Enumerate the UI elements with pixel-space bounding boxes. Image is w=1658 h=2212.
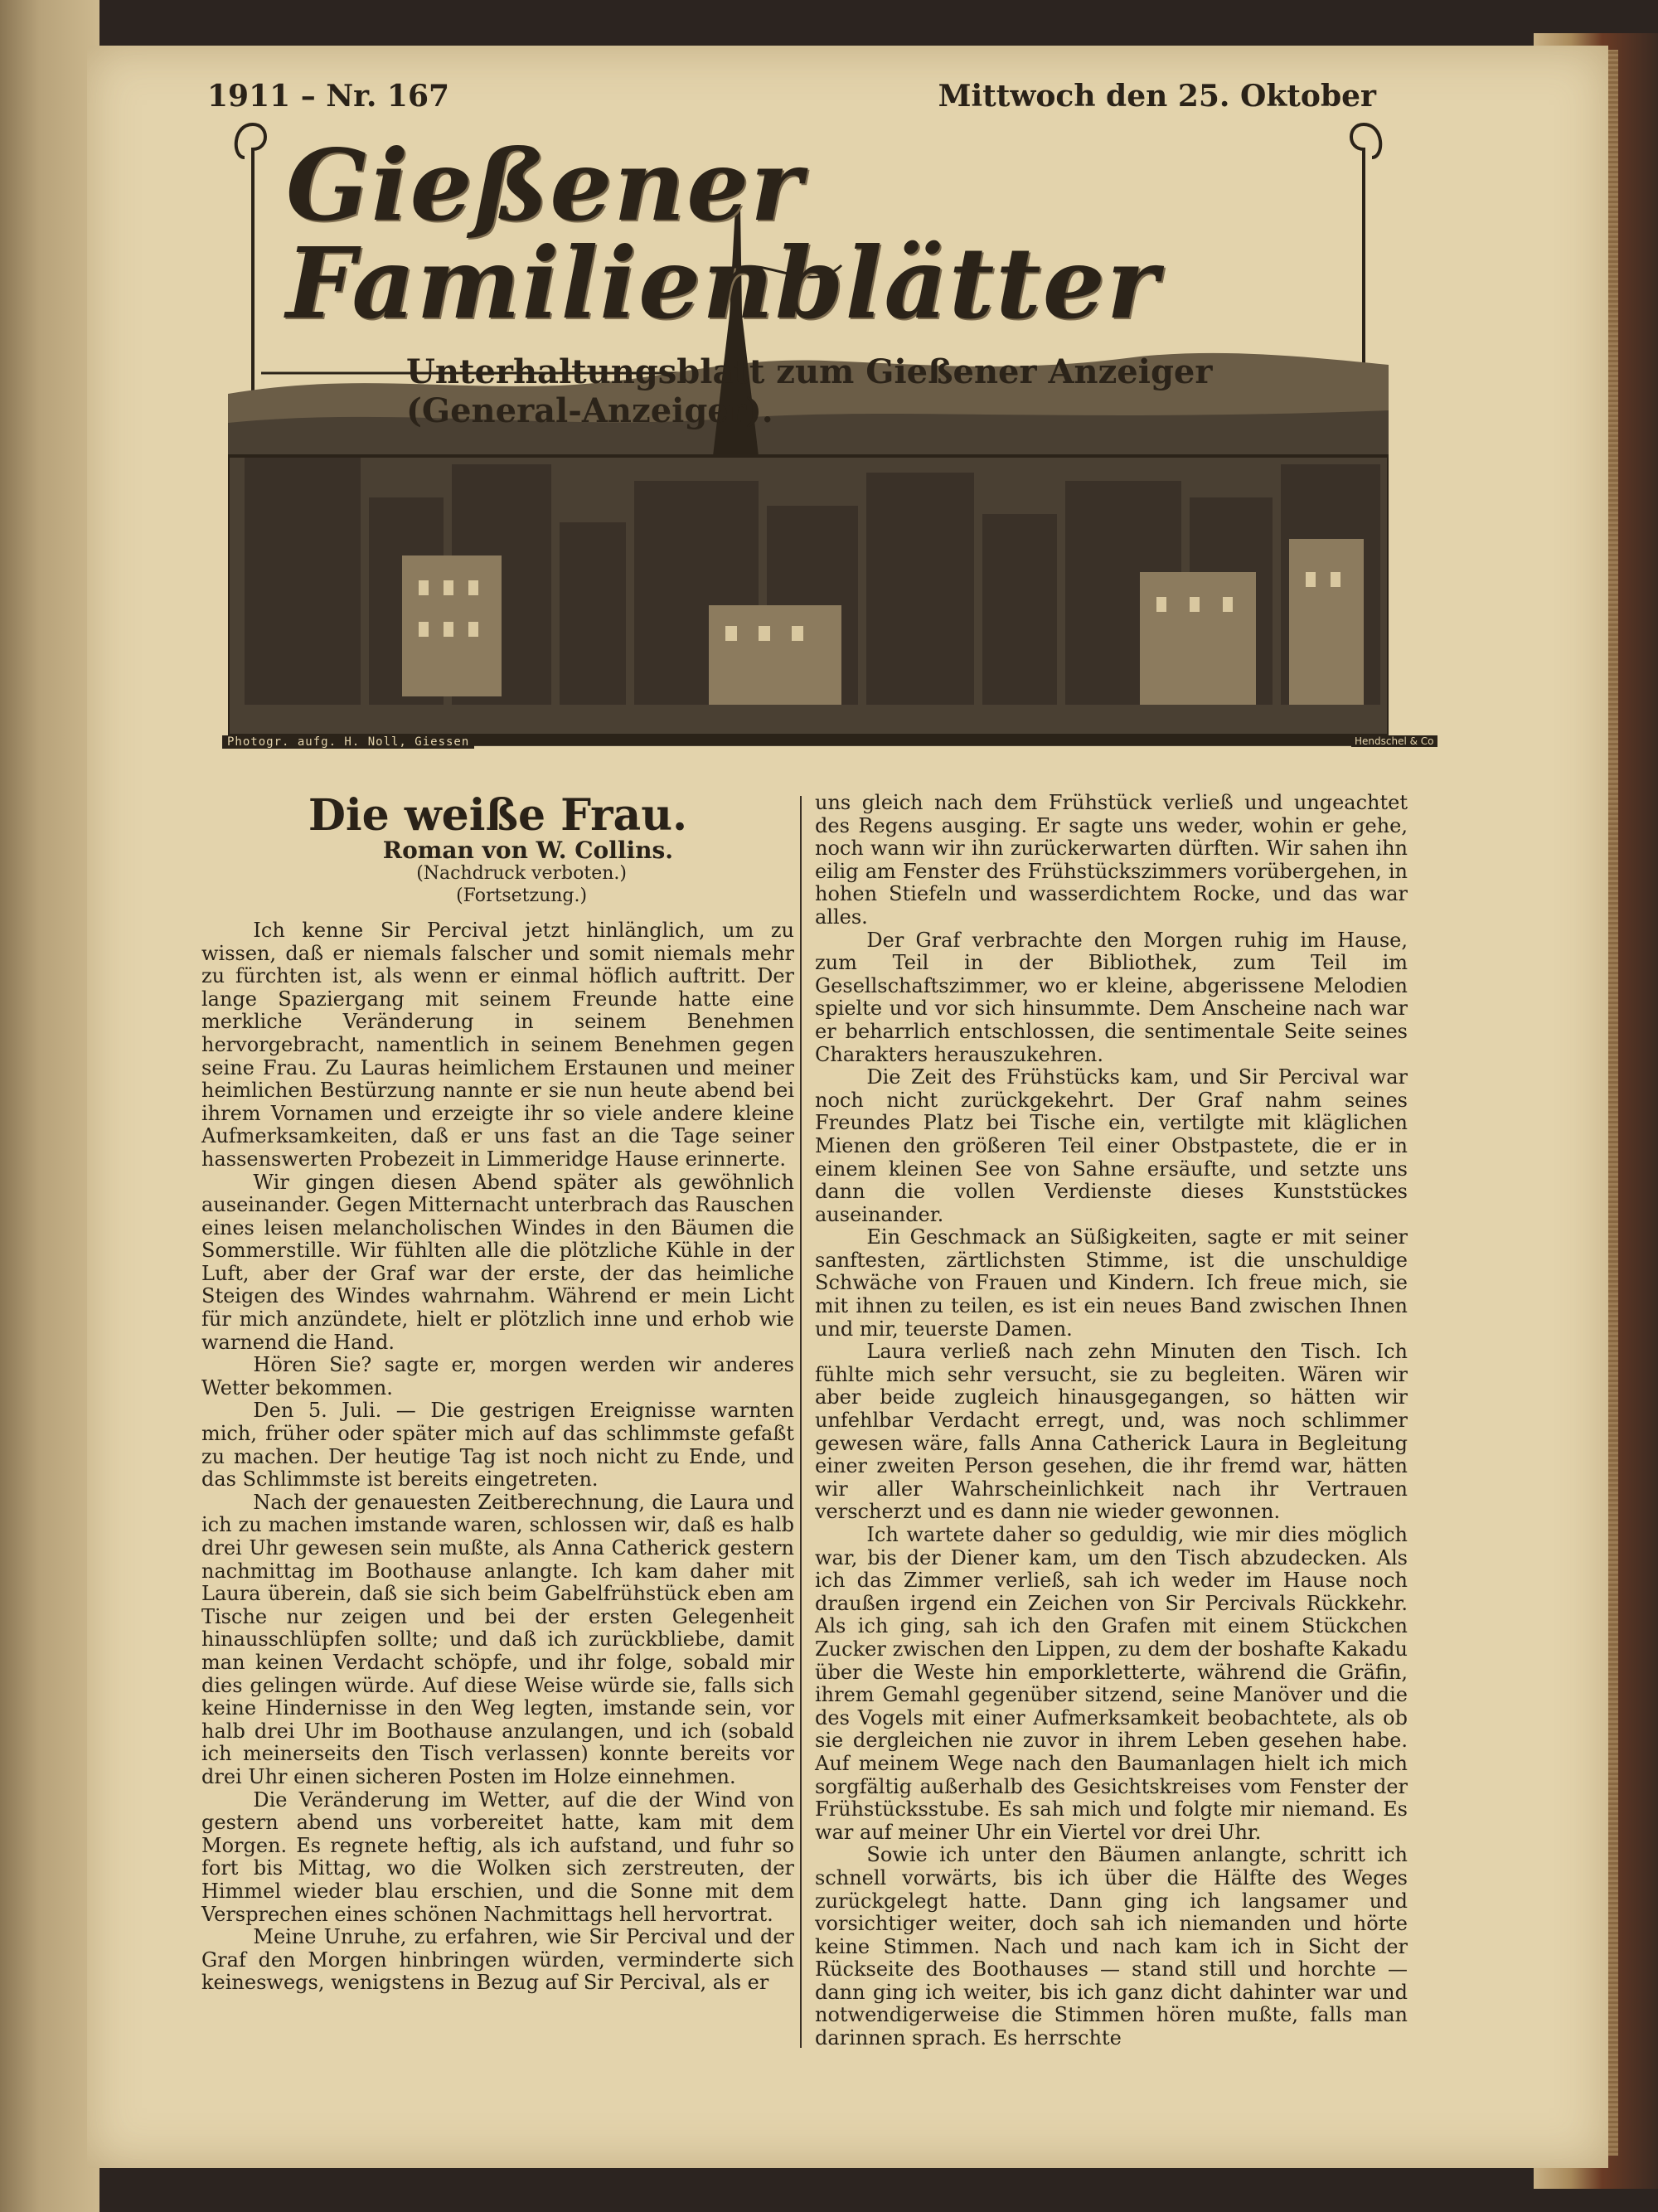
article-column-left <box>201 792 794 1995</box>
paragraph: Den 5. Juli. — Die gestrigen Ereignisse warnten mich, früher oder später mich auf das schlimmste gefaßt zu machen. Der heutige Tag ist noch nicht zu Ende, und das Schlimmste ist bereits eingetreten. <box>201 1399 794 1492</box>
column-divider <box>800 796 802 2048</box>
paragraph: Ich wartete daher so geduldig, wie mir dies möglich war, bis der Diener kam, um den Tisch abzudecken. Als ich das Zimmer verließ, sah ich weder im Hause noch draußen irgend ein Zeichen von Sir Percivals Rückkehr. Als ich ging, sah ich den Grafen mit einem Stückchen Zucker zwischen den Lippen, zu dem der boshafte Kakadu über die Weste hin emporkletterte, während die Gräfin, ihrem Gemahl gegenüber sitzend, seine Manöver und die des Vogels mit einer Aufmerksamkeit beobachtete, als ob sie dergleichen nie zuvor in ihrem Leben gesehen habe. Auf meinem Wege nach den Baumanlagen hielt ich mich sorgfältig außerhalb des Gesichtskreises vom Fenster der Frühstücksstube. Es sah mich und folgte mir niemand. Es war auf meiner Uhr ein Viertel vor drei Uhr. <box>815 1523 1408 1844</box>
paragraph: Laura verließ nach zehn Minuten den Tisch. Ich fühlte mich sehr versucht, sie zu begleiten. Wären wir aber beide zugleich hinausgegangen, so hätten wir unfehlbar Verdacht erregt, und, was noch schlimmer gewesen wäre, falls Anna Catherick Laura in Begleitung einer zweiten Person gesehen, die ihr fremd war, hätten wir aller Wahrscheinlichkeit nach ihr Vertrauen verscherzt und es dann nie wieder gewonnen. <box>815 1340 1408 1524</box>
paragraph: uns gleich nach dem Frühstück verließ und ungeachtet des Regens ausging. Er sagte uns weder, wohin er gehe, noch wann wir ihn zurückerwarten dürften. Wir sahen ihn eilig am Fenster des Frühstückszimmers vorübergehen, in hohen Stiefeln und wasserdichtem Rocke, und das war alles. <box>815 791 1408 929</box>
issue-number: 1911 – Nr. 167 <box>207 79 450 114</box>
article-title: Die weiße Frau. <box>308 790 688 841</box>
masthead-title: Gießener Familienblätter <box>286 128 1161 341</box>
masthead-subtitle: Unterhaltungsblatt zum Gießener Anzeiger (General-Anzeiger). <box>406 352 1213 430</box>
article-author: Roman von W. Collins. <box>382 837 673 865</box>
paragraph: Der Graf verbrachte den Morgen ruhig im Hause, zum Teil in der Bibliothek, zum Teil im Gesellschaftszimmer, wo er kleine, abgerissene Melodien spielte und vor sich hinsummte. Dem Anscheine nach war er beharrlich entschlossen, die sentimentale Seite seines Charakters herauszukehren. <box>815 928 1408 1066</box>
paragraph: Die Veränderung im Wetter, auf die der Wind von gestern abend uns vorbereitet hatte, kam mit dem Morgen. Es regnete heftig, als ich aufstand, und fuhr so fort bis Mittag, wo die Wolken sich zerstreuten, der Himmel wieder blau erschien, und die Sonne mit dem Versprechen eines schönen Nachmittags hell hervortrat. <box>201 1788 794 1926</box>
continuation-note: (Fortsetzung.) <box>456 885 588 907</box>
paragraph: Meine Unruhe, zu erfahren, wie Sir Percival und der Graf den Morgen hinbringen würden, verminderte sich keineswegs, wenigstens in Bezug auf Sir Percival, als er <box>201 1925 794 1995</box>
article-column-right <box>815 792 1408 2050</box>
issue-date: Mittwoch den 25. Oktober <box>938 79 1376 114</box>
paragraph: Nach der genauesten Zeitberechnung, die Laura und ich zu machen imstande waren, schlossen wir, daß es halb drei Uhr gewesen sein mußte, als Anna Catherick gestern nachmittag im Boothause anlangte. Ich kam daher mit Laura überein, daß sie sich beim Gabelfrühstück eben am Tische nur zeigen und bei der ersten Gelegenheit hinausschlüpfen sollte; und daß ich zurückbliebe, damit man keinen Verdacht schöpfe, und ihr folge, sobald mir dies gelingen würde. Auf diese Weise würde sie, falls sich keine Hindernisse in den Weg legten, imstande sein, vor halb drei Uhr im Boothause anzulangen, und ich (sobald ich meinerseits den Tisch verlassen) konnte bereits vor drei Uhr einen sicheren Posten im Holze einnehmen. <box>201 1490 794 1788</box>
paragraph: Ich kenne Sir Percival jetzt hinlänglich, um zu wissen, daß er niemals falscher und somit niemals mehr zu fürchten ist, als wenn er einmal höflich auftritt. Der lange Spaziergang mit seinem Freunde hatte eine merkliche Veränderung in seinem Benehmen hervorgebracht, namentlich in seinem Benehmen gegen seine Frau. Zu Lauras heimlichem Erstaunen und meiner heimlichen Bestürzung nannte er sie nun heute abend bei ihrem Vornamen und erzeigte ihr so viele andere kleine Aufmerksamkeiten, daß er uns fast an die Tage seiner hassenswerten Probezeit in Limmeridge Hause erinnerte. <box>201 918 794 1171</box>
paragraph: Die Zeit des Frühstücks kam, und Sir Percival war noch nicht zurückgekehrt. Der Graf nahm seines Freundes Platz bei Tische ein, vertilgte mit kläglichen Mienen den größeren Teil einer Obstpastete, die er in einem kleinen See von Sahne ersäufte, und setzte uns dann die vollen Verdienste dieses Kunststückes auseinander. <box>815 1065 1408 1226</box>
book-edge-left <box>0 0 99 2212</box>
photo-credit: Photogr. aufg. H. Noll, Giessen <box>222 735 474 749</box>
paragraph: Sowie ich unter den Bäumen anlangte, schritt ich schnell vorwärts, bis ich über die Hälfte des Weges zurückgelegt hatte. Dann ging ich langsamer und vorsichtiger weiter, doch sah ich niemanden und hörte keine Stimmen. Nach und nach kam ich in Sicht der Rückseite des Boothauses — stand still und horchte — dann ging ich weiter, bis ich ganz dicht dahinter war und notwendigerweise die Stimmen hören mußte, falls man darinnen sprach. Es herrschte <box>815 1843 1408 2050</box>
paragraph: Wir gingen diesen Abend später als gewöhnlich auseinander. Gegen Mitternacht unterbrach das Rauschen eines leisen melancholischen Windes in den Bäumen die Sommerstille. Wir fühlten alle die plötzliche Kühle in der Luft, aber der Graf war der erste, der das heimliche Steigen des Windes wahrnahm. Während er mein Licht für mich anzündete, hielt er plötzlich inne und erhob wie warnend die Hand. <box>201 1170 794 1354</box>
reprint-note: (Nachdruck verboten.) <box>416 862 627 884</box>
engraver-credit: Hendschel & Co <box>1351 735 1437 747</box>
paragraph: Hören Sie? sagte er, morgen werden wir anderes Wetter bekommen. <box>201 1353 794 1399</box>
paragraph: Ein Geschmack an Süßigkeiten, sagte er mit seiner sanftesten, zärtlichsten Stimme, ist die unschuldige Schwäche von Frauen und Kindern. Ich freue mich, sie mit ihnen zu teilen, es ist ein neues Band zwischen Ihnen und mir, teuerste Damen. <box>815 1225 1408 1341</box>
